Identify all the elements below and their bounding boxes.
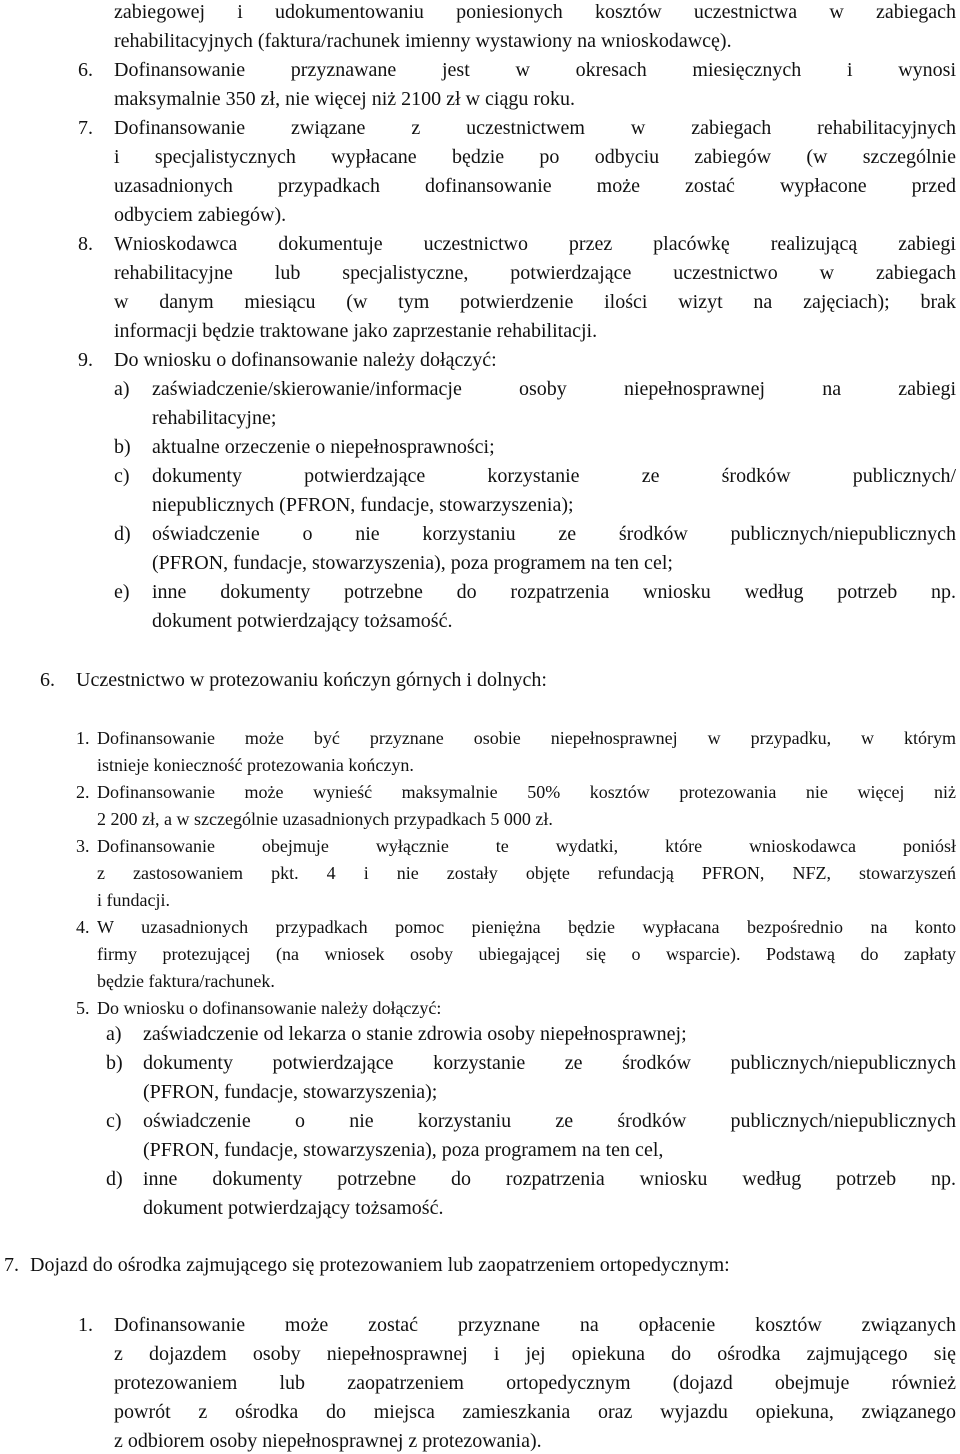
paragraph-line: z zastosowaniem pkt. 4 i nie zostały objęte refundacją PFRON, NFZ, stowarzyszeń <box>97 863 956 883</box>
list-item-line: aktualne orzeczenie o niepełnosprawności; <box>152 436 495 458</box>
paragraph-line: i fundacji. <box>97 890 170 910</box>
list-item-line: niepublicznych (PFRON, fundacje, stowarzyszenia); <box>152 494 574 516</box>
item-number: 1. <box>78 1314 93 1336</box>
list-letter: d) <box>106 1168 123 1190</box>
paragraph-line: Do wniosku o dofinansowanie należy dołączyć: <box>114 349 497 371</box>
list-item-line: dokumenty potwierdzające korzystanie ze środków publicznych/ <box>152 465 956 487</box>
paragraph-line: informacji będzie traktowane jako zaprzestanie rehabilitacji. <box>114 320 598 342</box>
paragraph-line: istnieje konieczność protezowania kończyn. <box>97 755 414 775</box>
paragraph-line: z odbiorem osoby niepełnosprawnej z protezowania). <box>114 1430 542 1452</box>
list-letter: a) <box>114 378 130 400</box>
paragraph-line: odbyciem zabiegów). <box>114 204 287 226</box>
list-letter: d) <box>114 523 131 545</box>
item-number: 4. <box>76 917 90 937</box>
list-item-line: oświadczenie o nie korzystaniu ze środków publicznych/niepublicznych <box>152 523 956 545</box>
list-letter: a) <box>106 1023 122 1045</box>
paragraph-line: Dofinansowanie może być przyznane osobie niepełnosprawnej w przypadku, w którym <box>97 728 956 748</box>
paragraph-line: firmy protezującej (na wniosek osoby ubiegającej się o wsparcie). Podstawą do zapłaty <box>97 944 956 964</box>
list-item-line: (PFRON, fundacje, stowarzyszenia), poza programem na ten cel, <box>143 1139 664 1161</box>
paragraph-line: W uzasadnionych przypadkach pomoc pieniężna będzie wypłacana bezpośrednio na konto <box>97 917 956 937</box>
item-number: 8. <box>78 233 93 255</box>
paragraph-line: Dofinansowanie obejmuje wyłącznie te wydatki, które wnioskodawca poniósł <box>97 836 956 856</box>
paragraph-line: 2 200 zł, a w szczególnie uzasadnionych przypadkach 5 000 zł. <box>97 809 553 829</box>
section-heading: Uczestnictwo w protezowaniu kończyn górnych i dolnych: <box>76 669 547 691</box>
list-letter: c) <box>106 1110 122 1132</box>
paragraph-line: maksymalnie 350 zł, nie więcej niż 2100 zł w ciągu roku. <box>114 88 575 110</box>
paragraph-line: Dofinansowanie przyznawane jest w okresach miesięcznych i wynosi <box>114 59 956 81</box>
paragraph-line: powrót z ośrodka do miejsca zamieszkania oraz wyjazdu opiekuna, związanego <box>114 1401 956 1423</box>
paragraph-line: rehabilitacyjne lub specjalistyczne, potwierdzające uczestnictwo w zabiegach <box>114 262 956 284</box>
paragraph-line: Dofinansowanie może wynieść maksymalnie 50% kosztów protezowania nie więcej niż <box>97 782 956 802</box>
paragraph-line: Do wniosku o dofinansowanie należy dołączyć: <box>97 998 442 1018</box>
paragraph-line: uzasadnionych przypadkach dofinansowanie może zostać wypłacone przed <box>114 175 956 197</box>
paragraph-line: Wnioskodawca dokumentuje uczestnictwo przez placówkę realizującą zabiegi <box>114 233 956 255</box>
section-number: 7. <box>4 1254 19 1276</box>
paragraph-line: protezowaniem lub zaopatrzeniem ortopedycznym (dojazd obejmuje również <box>114 1372 956 1394</box>
list-letter: e) <box>114 581 130 603</box>
item-number: 1. <box>76 728 90 748</box>
list-item-line: inne dokumenty potrzebne do rozpatrzenia wniosku według potrzeb np. <box>143 1168 956 1190</box>
section-number: 6. <box>40 669 55 691</box>
list-item-line: dokument potwierdzający tożsamość. <box>143 1197 444 1219</box>
list-item-line: oświadczenie o nie korzystaniu ze środków publicznych/niepublicznych <box>143 1110 956 1132</box>
list-item-line: dokument potwierdzający tożsamość. <box>152 610 453 632</box>
paragraph-line: z dojazdem osoby niepełnosprawnej i jej opiekuna do ośrodka zajmującego się <box>114 1343 956 1365</box>
section-heading: Dojazd do ośrodka zajmującego się protezowaniem lub zaopatrzeniem ortopedycznym: <box>30 1254 730 1276</box>
paragraph-line: będzie faktura/rachunek. <box>97 971 275 991</box>
paragraph-line: zabiegowej i udokumentowaniu poniesionych kosztów uczestnictwa w zabiegach <box>114 1 956 23</box>
item-number: 2. <box>76 782 90 802</box>
list-item-line: inne dokumenty potrzebne do rozpatrzenia wniosku według potrzeb np. <box>152 581 956 603</box>
paragraph-line: rehabilitacyjnych (faktura/rachunek imienny wystawiony na wnioskodawcę). <box>114 30 732 52</box>
list-item-line: (PFRON, fundacje, stowarzyszenia); <box>143 1081 438 1103</box>
list-item-line: zaświadczenie/skierowanie/informacje osoby niepełnosprawnej na zabiegi <box>152 378 956 400</box>
paragraph-line: i specjalistycznych wypłacane będzie po odbyciu zabiegów (w szczególnie <box>114 146 956 168</box>
item-number: 3. <box>76 836 90 856</box>
item-number: 7. <box>78 117 93 139</box>
item-number: 9. <box>78 349 93 371</box>
list-letter: c) <box>114 465 130 487</box>
item-number: 6. <box>78 59 93 81</box>
paragraph-line: w danym miesiącu (w tym potwierdzenie ilości wizyt na zajęciach); brak <box>114 291 956 313</box>
list-item-line: (PFRON, fundacje, stowarzyszenia), poza programem na ten cel; <box>152 552 673 574</box>
list-item-line: dokumenty potwierdzające korzystanie ze środków publicznych/niepublicznych <box>143 1052 956 1074</box>
list-item-line: rehabilitacyjne; <box>152 407 277 429</box>
paragraph-line: Dofinansowanie związane z uczestnictwem w zabiegach rehabilitacyjnych <box>114 117 956 139</box>
list-letter: b) <box>106 1052 123 1074</box>
item-number: 5. <box>76 998 90 1018</box>
paragraph-line: Dofinansowanie może zostać przyznane na opłacenie kosztów związanych <box>114 1314 956 1336</box>
list-letter: b) <box>114 436 131 458</box>
list-item-line: zaświadczenie od lekarza o stanie zdrowia osoby niepełnosprawnej; <box>143 1023 687 1045</box>
